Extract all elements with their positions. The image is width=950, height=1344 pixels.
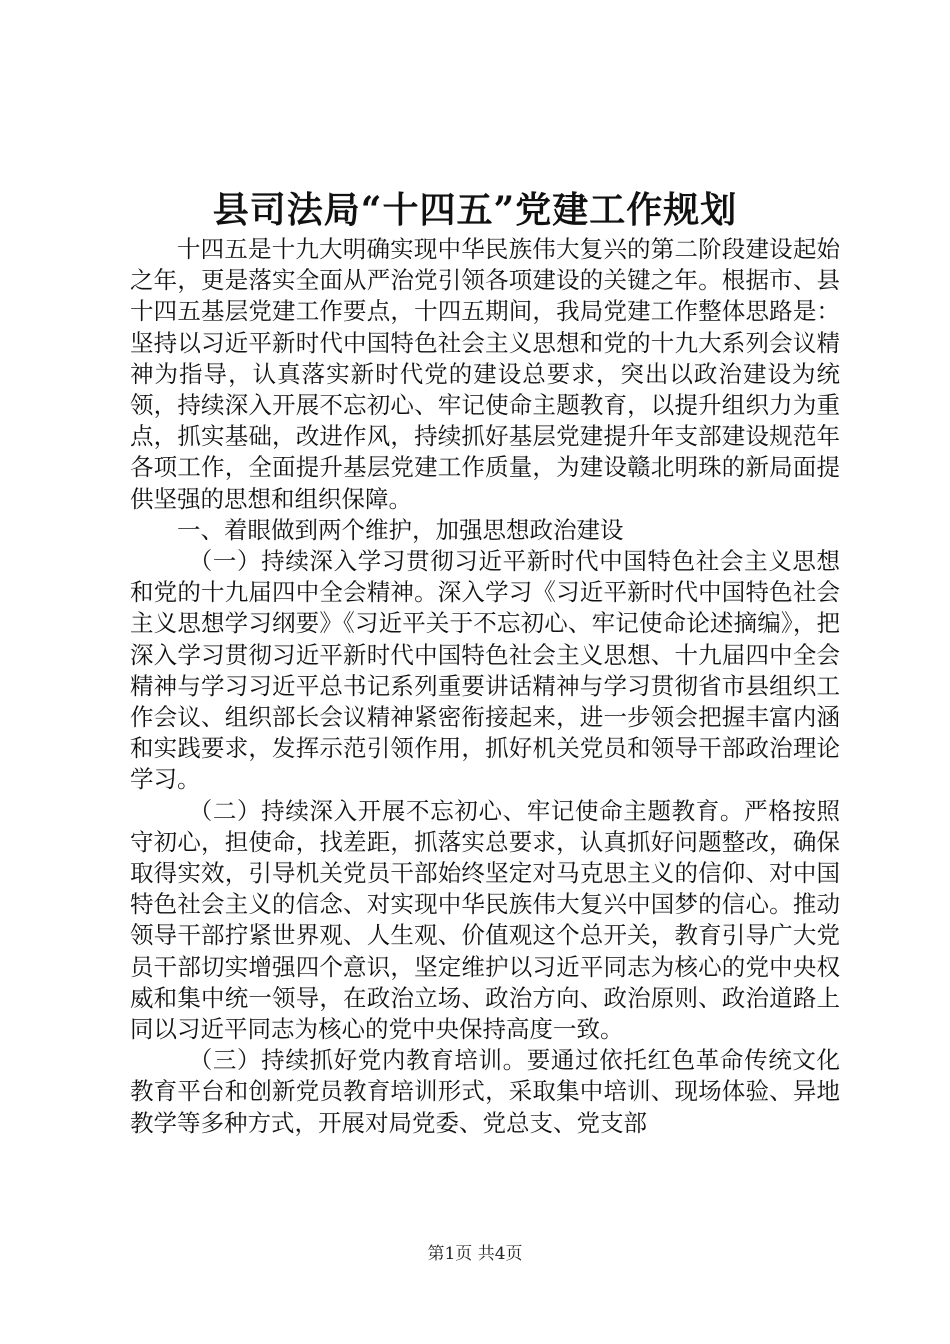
document-title: 县司法局“十四五”党建工作规划	[212, 189, 738, 231]
document-body	[130, 234, 840, 1139]
intro-paragraph: 十四五是十九大明确实现中华民族伟大复兴的第二阶段建设起始之年，更是落实全面从严治党引领各项建设的关键之年。根据市、县十四五基层党建工作要点，十四五期间，我局党建工作整体思路是：坚持以习近平新时代中国特色社会主义思想和党的十九大系列会议精神为指导，认真落实新时代党的建设总要求，突出以政治建设为统领，持续深入开展不忘初心、牢记使命主题教育，以提升组织力为重点，抓实基础，改进作风，持续抓好基层党建提升年支部建设规范年各项工作，全面提升基层党建工作质量，为建设赣北明珠的新局面提供坚强的思想和组织保障。	[130, 235, 840, 513]
subsection-paragraph-3: （三）持续抓好党内教育培训。要通过依托红色革命传统文化教育平台和创新党员教育培训形式，采取集中培训、现场体验、异地教学等多种方式，开展对局党委、党总支、党支部	[130, 1046, 840, 1137]
section-heading: 一、着眼做到两个维护，加强思想政治建设	[177, 515, 624, 544]
page-number-footer: 第1页 共4页	[427, 1244, 523, 1264]
subsection-paragraph-2: （二）持续深入开展不忘初心、牢记使命主题教育。严格按照守初心，担使命，找差距，抓落实总要求，认真抓好问题整改，确保取得实效，引导机关党员干部始终坚定对马克思主义的信仰、对中国特色社会主义的信念、对实现中华民族伟大复兴中国梦的信心。推动领导干部拧紧世界观、人生观、价值观这个总开关，教育引导广大党员干部切实增强四个意识，坚定维护以习近平同志为核心的党中央权威和集中统一领导，在政治立场、政治方向、政治原则、政治道路上同以习近平同志为核心的党中央保持高度一致。	[130, 796, 840, 1044]
subsection-paragraph-1: （一）持续深入学习贯彻习近平新时代中国特色社会主义思想和党的十九届四中全会精神。深入学习《习近平新时代中国特色社会主义思想学习纲要》《习近平关于不忘初心、牢记使命论述摘编》，把深入学习贯彻习近平新时代中国特色社会主义思想、十九届四中全会精神与学习习近平总书记系列重要讲话精神与学习贯彻省市县组织工作会议、组织部长会议精神紧密衔接起来，进一步领会把握丰富内涵和实践要求，发挥示范引领作用，抓好机关党员和领导干部政治理论学习。	[130, 547, 840, 794]
